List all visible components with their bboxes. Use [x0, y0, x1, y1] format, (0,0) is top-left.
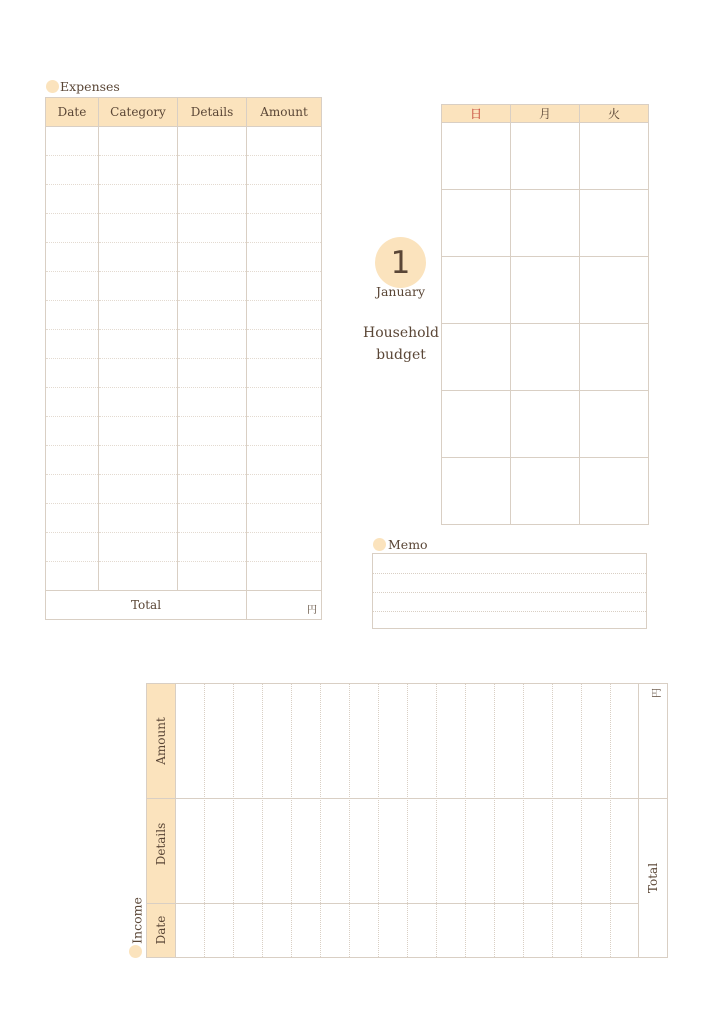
expenses-header-row	[46, 98, 322, 127]
expenses-cell[interactable]	[247, 475, 322, 504]
expenses-cell[interactable]	[247, 156, 322, 185]
calendar-day-cell[interactable]	[580, 123, 649, 190]
income-total-currency: 円	[652, 688, 663, 698]
memo-line	[373, 573, 646, 574]
expenses-total-row	[46, 591, 322, 620]
expenses-cell[interactable]	[178, 417, 247, 446]
expenses-cell[interactable]	[247, 272, 322, 301]
expenses-cell[interactable]	[46, 243, 99, 272]
expenses-cell[interactable]	[178, 185, 247, 214]
calendar-day-cell[interactable]	[580, 257, 649, 324]
income-total-column	[638, 684, 667, 957]
expenses-cell[interactable]	[247, 243, 322, 272]
weekday-tuesday: 火	[580, 105, 649, 123]
expenses-cell[interactable]	[178, 562, 247, 591]
income-column-divider	[407, 684, 408, 957]
expenses-cell[interactable]	[178, 301, 247, 330]
expenses-cell[interactable]	[46, 359, 99, 388]
expenses-cell[interactable]	[178, 214, 247, 243]
income-title: Income	[129, 897, 145, 944]
income-column-divider	[378, 684, 379, 957]
expenses-cell[interactable]	[46, 446, 99, 475]
calendar-week-row	[442, 324, 649, 391]
calendar-day-cell[interactable]	[511, 123, 580, 190]
expenses-cell[interactable]	[247, 301, 322, 330]
calendar-day-cell[interactable]	[580, 324, 649, 391]
calendar-body	[442, 123, 649, 525]
month-number: 1	[390, 244, 411, 281]
weekday-sunday: 日	[442, 105, 511, 123]
expenses-col-amount: Amount	[247, 98, 322, 127]
expenses-row	[46, 243, 322, 272]
expenses-cell[interactable]	[46, 156, 99, 185]
income-row-details: Details	[154, 822, 168, 866]
income-column-divider	[581, 684, 582, 957]
income-column-divider	[610, 684, 611, 957]
income-column-divider	[291, 684, 292, 957]
expenses-cell[interactable]	[99, 214, 178, 243]
income-column-divider	[523, 684, 524, 957]
page-title-line1: Household	[362, 325, 439, 341]
expenses-cell[interactable]	[178, 388, 247, 417]
expenses-row	[46, 359, 322, 388]
calendar-day-cell[interactable]	[511, 257, 580, 324]
expenses-cell[interactable]	[247, 214, 322, 243]
expenses-cell[interactable]	[99, 330, 178, 359]
calendar-weekday-row	[442, 105, 649, 123]
expenses-cell[interactable]	[247, 185, 322, 214]
expenses-cell[interactable]	[247, 417, 322, 446]
expenses-row	[46, 446, 322, 475]
month-name: January	[375, 284, 426, 299]
calendar-week-row	[442, 190, 649, 257]
calendar-day-cell[interactable]	[442, 123, 511, 190]
income-column-divider	[204, 684, 205, 957]
expenses-cell[interactable]	[46, 301, 99, 330]
calendar-day-cell[interactable]	[580, 391, 649, 458]
expenses-cell[interactable]	[178, 359, 247, 388]
expenses-row	[46, 301, 322, 330]
expenses-row	[46, 185, 322, 214]
calendar-week-row	[442, 458, 649, 525]
expenses-cell[interactable]	[99, 504, 178, 533]
expenses-cell[interactable]	[178, 533, 247, 562]
calendar-grid	[441, 104, 649, 525]
expenses-cell[interactable]	[178, 475, 247, 504]
calendar-day-cell[interactable]	[442, 458, 511, 525]
income-bullet	[129, 945, 142, 958]
income-total-label: Total	[646, 862, 660, 894]
expenses-bullet	[46, 80, 59, 93]
expenses-cell[interactable]	[178, 156, 247, 185]
calendar-day-cell[interactable]	[580, 190, 649, 257]
expenses-cell[interactable]	[99, 301, 178, 330]
income-column-divider	[494, 684, 495, 957]
expenses-cell[interactable]	[247, 127, 322, 156]
expenses-cell[interactable]	[99, 243, 178, 272]
calendar-day-cell[interactable]	[511, 324, 580, 391]
income-column-divider	[436, 684, 437, 957]
expenses-cell[interactable]	[99, 127, 178, 156]
expenses-cell[interactable]	[99, 417, 178, 446]
expenses-cell[interactable]	[46, 475, 99, 504]
income-row-date: Date	[154, 915, 168, 945]
income-table	[146, 683, 668, 958]
expenses-cell[interactable]	[178, 272, 247, 301]
month-number-badge	[375, 237, 426, 288]
expenses-cell[interactable]	[46, 330, 99, 359]
income-column-divider	[552, 684, 553, 957]
expenses-cell[interactable]	[46, 533, 99, 562]
expenses-total-currency: 円	[247, 591, 322, 620]
expenses-cell[interactable]	[46, 388, 99, 417]
expenses-row	[46, 330, 322, 359]
memo-box	[372, 553, 647, 629]
expenses-cell[interactable]	[46, 272, 99, 301]
expenses-cell[interactable]	[247, 504, 322, 533]
income-column-divider	[233, 684, 234, 957]
expenses-cell[interactable]	[99, 533, 178, 562]
calendar-week-row	[442, 123, 649, 190]
income-column-divider	[465, 684, 466, 957]
expenses-cell[interactable]	[46, 504, 99, 533]
expenses-cell[interactable]	[99, 446, 178, 475]
calendar-day-cell[interactable]	[442, 257, 511, 324]
calendar-week-row	[442, 391, 649, 458]
expenses-cell[interactable]	[178, 504, 247, 533]
calendar-day-cell[interactable]	[511, 391, 580, 458]
expenses-cell[interactable]	[247, 533, 322, 562]
income-row-amount: Amount	[154, 717, 168, 765]
expenses-row	[46, 156, 322, 185]
memo-line	[373, 611, 646, 612]
expenses-col-date: Date	[46, 98, 99, 127]
calendar-day-cell[interactable]	[442, 324, 511, 391]
expenses-row	[46, 562, 322, 591]
expenses-table	[45, 97, 322, 620]
expenses-cell[interactable]	[247, 562, 322, 591]
expenses-title: Expenses	[60, 79, 120, 94]
expenses-cell[interactable]	[247, 388, 322, 417]
expenses-row	[46, 475, 322, 504]
income-column-divider	[262, 684, 263, 957]
calendar-day-cell[interactable]	[580, 458, 649, 525]
expenses-cell[interactable]	[178, 330, 247, 359]
income-columns	[175, 684, 639, 957]
expenses-cell[interactable]	[99, 359, 178, 388]
expenses-cell[interactable]	[46, 214, 99, 243]
page-title	[356, 322, 446, 366]
expenses-cell[interactable]	[99, 156, 178, 185]
expenses-cell[interactable]	[46, 562, 99, 591]
expenses-cell[interactable]	[46, 127, 99, 156]
expenses-cell[interactable]	[99, 185, 178, 214]
expenses-row	[46, 533, 322, 562]
expenses-row	[46, 272, 322, 301]
expenses-row	[46, 388, 322, 417]
expenses-cell[interactable]	[247, 446, 322, 475]
expenses-cell[interactable]	[99, 272, 178, 301]
expenses-cell[interactable]	[247, 330, 322, 359]
expenses-cell[interactable]	[99, 562, 178, 591]
expenses-row	[46, 504, 322, 533]
weekday-monday: 月	[511, 105, 580, 123]
expenses-cell[interactable]	[99, 475, 178, 504]
expenses-total-label: Total	[46, 591, 247, 620]
expenses-col-details: Details	[178, 98, 247, 127]
calendar-day-cell[interactable]	[511, 458, 580, 525]
expenses-row	[46, 417, 322, 446]
income-column-divider	[320, 684, 321, 957]
expenses-cell[interactable]	[178, 446, 247, 475]
expenses-cell[interactable]	[178, 127, 247, 156]
calendar-day-cell[interactable]	[511, 190, 580, 257]
calendar-day-cell[interactable]	[442, 190, 511, 257]
expenses-cell[interactable]	[46, 185, 99, 214]
memo-title: Memo	[388, 537, 428, 552]
memo-line	[373, 592, 646, 593]
expenses-cell[interactable]	[99, 388, 178, 417]
page-title-line2: budget	[376, 347, 426, 363]
calendar-week-row	[442, 257, 649, 324]
income-column-divider	[349, 684, 350, 957]
calendar-day-cell[interactable]	[442, 391, 511, 458]
expenses-cell[interactable]	[178, 243, 247, 272]
expenses-cell[interactable]	[247, 359, 322, 388]
expenses-row	[46, 214, 322, 243]
expenses-body	[46, 127, 322, 591]
expenses-row	[46, 127, 322, 156]
memo-bullet	[373, 538, 386, 551]
expenses-cell[interactable]	[46, 417, 99, 446]
expenses-col-category: Category	[99, 98, 178, 127]
